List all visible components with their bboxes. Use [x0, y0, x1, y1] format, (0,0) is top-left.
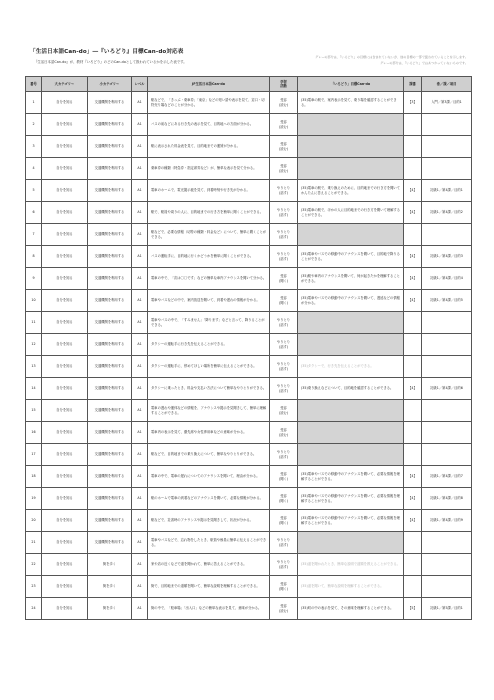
- row-category: 自分を知る: [42, 444, 88, 466]
- row-level: A1: [132, 466, 148, 488]
- row-level: A1: [132, 510, 148, 532]
- row-number: 7: [26, 224, 42, 246]
- row-reference: 入門／第3課／目的1: [422, 92, 472, 114]
- row-level: A1: [132, 312, 148, 334]
- row-number: 8: [26, 246, 42, 268]
- row-level: A1: [132, 114, 148, 136]
- row-subcategory: 交通機関を利用する: [88, 202, 132, 224]
- row-reference: [422, 334, 472, 356]
- row-activity: 受容 (読む): [270, 598, 298, 620]
- row-irodori-cando: (35)電車やバスでの移動中のアナウンスを聞いて、必要な情報を理解することができる。: [298, 466, 404, 488]
- row-jf-cando: 電車のホームで、電光掲示板を見て、到着時刻や行き先が分かる。: [148, 180, 270, 202]
- row-lesson: 【4】: [404, 378, 422, 400]
- row-subcategory: 交通機関を利用する: [88, 422, 132, 444]
- row-level: A1: [132, 554, 148, 576]
- row-category: 自分を知る: [42, 356, 88, 378]
- row-number: 21: [26, 532, 42, 554]
- row-reference: [422, 356, 472, 378]
- row-subcategory: 交通機関を利用する: [88, 136, 132, 158]
- row-activity: 受容 (読む): [270, 136, 298, 158]
- row-activity: やりとり (話す): [270, 532, 298, 554]
- row-category: 自分を知る: [42, 202, 88, 224]
- row-reference: [422, 576, 472, 598]
- row-activity: 受容 (読む): [270, 400, 298, 422]
- row-subcategory: 街を歩く: [88, 598, 132, 620]
- row-reference: [422, 312, 472, 334]
- row-irodori-cando: [298, 444, 404, 466]
- row-reference: [422, 444, 472, 466]
- table-row: [26, 334, 472, 356]
- row-level: A1: [132, 444, 148, 466]
- row-activity: 受容 (読む): [270, 114, 298, 136]
- row-number: 1: [26, 92, 42, 114]
- row-reference: 初級1／第4課／目的6: [422, 378, 472, 400]
- row-level: A1: [132, 158, 148, 180]
- row-level: A1: [132, 488, 148, 510]
- row-reference: 初級1／第4課／目的1: [422, 180, 472, 202]
- row-reference: 初級1／第4課／目的7: [422, 466, 472, 488]
- row-irodori-cando: [298, 158, 404, 180]
- row-activity: 受容 (読む): [270, 92, 298, 114]
- row-irodori-cando: [298, 224, 404, 246]
- row-irodori-cando: [298, 422, 404, 444]
- row-level: A1: [132, 268, 148, 290]
- row-jf-cando: 乗車券の種類（特急券・指定席券など）が、簡単な表示を見て分かる。: [148, 158, 270, 180]
- row-level: A1: [132, 92, 148, 114]
- cando-table: [25, 76, 472, 620]
- row-irodori-cando: (35)電車の駅で、ほかの人に目的地までの行き方を聞いて理解することができる。: [298, 202, 404, 224]
- row-subcategory: 交通機関を利用する: [88, 180, 132, 202]
- row-category: 自分を知る: [42, 466, 88, 488]
- row-number: 23: [26, 576, 42, 598]
- table-row: [26, 488, 472, 510]
- row-number: 13: [26, 356, 42, 378]
- table-row: [26, 92, 472, 114]
- row-level: A1: [132, 290, 148, 312]
- header-level: レベル: [132, 77, 148, 92]
- row-number: 4: [26, 158, 42, 180]
- table-row: [26, 136, 472, 158]
- row-subcategory: 交通機関を利用する: [88, 378, 132, 400]
- row-lesson: [404, 356, 422, 378]
- row-category: 自分を知る: [42, 554, 88, 576]
- row-category: 自分を知る: [42, 576, 88, 598]
- row-subcategory: 街を歩く: [88, 576, 132, 598]
- row-jf-cando: タクシーの運転手に行き先を伝えることができる。: [148, 334, 270, 356]
- row-irodori-cando: [298, 136, 404, 158]
- row-lesson: 【4】: [404, 268, 422, 290]
- legend-note-line: グレーの部分は、『いろどり』の目標には含まれていないが、他の目標の一部で扱われていることを示します。: [315, 55, 468, 59]
- row-activity: 受容 (聞く): [270, 510, 298, 532]
- row-subcategory: 交通機関を利用する: [88, 356, 132, 378]
- row-activity: やりとり (話す): [270, 378, 298, 400]
- row-jf-cando: バスの運転手に、目的地に行くかどうかを簡単に聞くことができる。: [148, 246, 270, 268]
- table-row: [26, 312, 472, 334]
- table-row: [26, 400, 472, 422]
- row-activity: やりとり (話す): [270, 224, 298, 246]
- document-title: 「生活日本語Can-do」―『いろどり』目標Can-do対応表: [30, 49, 184, 55]
- row-level: A1: [132, 576, 148, 598]
- row-jf-cando: 街の中で、「駐車場」「出入口」などの簡単な表示を見て、意味が分かる。: [148, 598, 270, 620]
- row-activity: 受容 (聞く): [270, 466, 298, 488]
- row-activity: 受容 (聞く): [270, 576, 298, 598]
- row-category: 自分を知る: [42, 400, 88, 422]
- row-number: 22: [26, 554, 42, 576]
- row-irodori-cando: (35)道を聞かれたとき、簡単な説明で道順を教えることができる。: [298, 554, 404, 576]
- row-activity: やりとり (話す): [270, 180, 298, 202]
- row-lesson: [404, 334, 422, 356]
- row-activity: やりとり (話す): [270, 444, 298, 466]
- header-jf-cando: JF生活日本語Can-do: [148, 77, 270, 92]
- row-level: A1: [132, 378, 148, 400]
- row-activity: 受容 (聞く): [270, 268, 298, 290]
- row-jf-cando: タクシーの運転手に、停めてほしい場所を簡単に伝えることができる。: [148, 356, 270, 378]
- row-number: 2: [26, 114, 42, 136]
- row-subcategory: 交通機関を利用する: [88, 444, 132, 466]
- header-reference: 巻／課／項目: [422, 77, 472, 92]
- row-lesson: 【4】: [404, 202, 422, 224]
- row-lesson: [404, 136, 422, 158]
- row-lesson: 【4】: [404, 180, 422, 202]
- table-row: [26, 290, 472, 312]
- row-category: 自分を知る: [42, 378, 88, 400]
- table-row: [26, 114, 472, 136]
- row-jf-cando: 駅などで、目的地までの乗り換えについて、簡単なやりとりができる。: [148, 444, 270, 466]
- row-number: 9: [26, 268, 42, 290]
- row-reference: 初級1／第4課／目的2: [422, 202, 472, 224]
- row-irodori-cando: (35)電車の駅で、乗り換えのために、目的地までの行き方を聞いてかんたんに答えることができる。: [298, 180, 404, 202]
- row-number: 16: [26, 422, 42, 444]
- row-irodori-cando: (35)駅や車内のアナウンスを聞いて、何が起きたかを理解することができる。: [298, 268, 404, 290]
- row-category: 自分を知る: [42, 158, 88, 180]
- row-jf-cando: タクシーに乗ったとき、料金や支払い方法について簡単なやりとりができる。: [148, 378, 270, 400]
- row-irodori-cando: (35)電車やバスでの移動中のアナウンスを聞いて、必要な情報を理解することができる。: [298, 510, 404, 532]
- row-reference: [422, 532, 472, 554]
- row-lesson: 【4】: [404, 290, 422, 312]
- row-activity: やりとり (話す): [270, 356, 298, 378]
- row-level: A1: [132, 532, 148, 554]
- row-jf-cando: 駅に表示された料金表を見て、目的地までの運賃が分かる。: [148, 136, 270, 158]
- row-level: A1: [132, 246, 148, 268]
- row-level: A1: [132, 136, 148, 158]
- row-category: 自分を知る: [42, 312, 88, 334]
- row-jf-cando: 駅で、駅員や周りの人に、目的地までの行き方を簡単に聞くことができる。: [148, 202, 270, 224]
- row-category: 自分を知る: [42, 268, 88, 290]
- row-category: 自分を知る: [42, 510, 88, 532]
- row-subcategory: 交通機関を利用する: [88, 400, 132, 422]
- row-jf-cando: 街で、目的地までの道順を聞いて、簡単な説明を理解することができる。: [148, 576, 270, 598]
- row-number: 15: [26, 400, 42, 422]
- row-jf-cando: 駅のホームで電車の到着などのアナウンスを聞いて、必要な情報が分かる。: [148, 488, 270, 510]
- row-level: A1: [132, 356, 148, 378]
- row-level: A1: [132, 202, 148, 224]
- row-subcategory: 交通機関を利用する: [88, 312, 132, 334]
- row-category: 自分を知る: [42, 114, 88, 136]
- row-reference: 初級1／第4課／目的3: [422, 246, 472, 268]
- row-category: 自分を知る: [42, 532, 88, 554]
- row-jf-cando: 電車の中で、「次は〇〇です」などの簡単な車内アナウンスを聞いて分かる。: [148, 268, 270, 290]
- row-category: 自分を知る: [42, 488, 88, 510]
- row-jf-cando: 電車やバスなどの中で、案内放送を聞いて、到着や遅れの情報が分かる。: [148, 290, 270, 312]
- row-category: 自分を知る: [42, 92, 88, 114]
- header-number: 番号: [26, 77, 42, 92]
- row-level: A1: [132, 422, 148, 444]
- row-lesson: 【4】: [404, 488, 422, 510]
- row-subcategory: 街を歩く: [88, 554, 132, 576]
- row-lesson: [404, 312, 422, 334]
- table-row: [26, 532, 472, 554]
- row-category: 自分を知る: [42, 224, 88, 246]
- row-activity: 受容 (読む): [270, 158, 298, 180]
- row-level: A1: [132, 180, 148, 202]
- row-irodori-cando: (35)電車やバスでの移動中のアナウンスを聞いて、遅延などの情報が分かる。: [298, 290, 404, 312]
- row-subcategory: 交通機関を利用する: [88, 466, 132, 488]
- row-irodori-cando: (35)電車やバスでの移動中のアナウンスを聞いて、必要な情報を理解することができる。: [298, 488, 404, 510]
- row-subcategory: 交通機関を利用する: [88, 114, 132, 136]
- row-irodori-cando: (35)電車の駅で、案内表示を見て、乗り場を確認することができる。: [298, 92, 404, 114]
- row-activity: 受容 (聞く): [270, 290, 298, 312]
- row-lesson: [404, 224, 422, 246]
- row-reference: [422, 400, 472, 422]
- row-irodori-cando: [298, 532, 404, 554]
- row-number: 20: [26, 510, 42, 532]
- row-reference: [422, 554, 472, 576]
- table-row: [26, 554, 472, 576]
- table-row: [26, 510, 472, 532]
- row-level: A1: [132, 598, 148, 620]
- header-subcategory: 小カテゴリー: [88, 77, 132, 92]
- row-lesson: [404, 114, 422, 136]
- document-intro: 『生活日本語Can-do』が、教材『いろどり』のどのCan-doとして扱われているかを示した表です。: [34, 60, 187, 64]
- row-subcategory: 交通機関を利用する: [88, 246, 132, 268]
- row-reference: [422, 224, 472, 246]
- row-irodori-cando: [298, 400, 404, 422]
- row-level: A1: [132, 400, 148, 422]
- row-activity: やりとり (話す): [270, 202, 298, 224]
- row-lesson: 【4】: [404, 246, 422, 268]
- row-lesson: [404, 444, 422, 466]
- header-lesson: 課番: [404, 77, 422, 92]
- row-reference: 初級1／第4課／目的4: [422, 268, 472, 290]
- row-number: 10: [26, 290, 42, 312]
- header-activity: 学習 活動: [270, 77, 298, 92]
- row-activity: やりとり (話す): [270, 334, 298, 356]
- row-level: A1: [132, 334, 148, 356]
- row-subcategory: 交通機関を利用する: [88, 92, 132, 114]
- row-lesson: [404, 576, 422, 598]
- row-jf-cando: バスの前などにある行き先の表示を見て、目的地への方面が分かる。: [148, 114, 270, 136]
- table-row: [26, 422, 472, 444]
- row-category: 自分を知る: [42, 180, 88, 202]
- legend-note-line: グレーの部分は、『いろどり』ではあつかっていないものです。: [380, 60, 468, 65]
- row-irodori-cando: (35)タクシーで、行き先を伝えることができる。: [298, 356, 404, 378]
- row-lesson: [404, 400, 422, 422]
- row-jf-cando: 家や店の近くなどで道を聞かれて、簡単に答えることができる。: [148, 554, 270, 576]
- row-activity: 受容 (読む): [270, 422, 298, 444]
- table-row: [26, 356, 472, 378]
- row-number: 5: [26, 180, 42, 202]
- row-jf-cando: 電車内の表示を見て、優先席や女性専用車などの意味が分かる。: [148, 422, 270, 444]
- row-lesson: 【3】: [404, 92, 422, 114]
- row-subcategory: 交通機関を利用する: [88, 224, 132, 246]
- table-row: [26, 466, 472, 488]
- row-subcategory: 交通機関を利用する: [88, 334, 132, 356]
- row-reference: 初級1／第5課／目的1: [422, 598, 472, 620]
- row-number: 11: [26, 312, 42, 334]
- row-reference: 初級1／第4課／目的9: [422, 510, 472, 532]
- header-irodori-cando: 「いろどり」目標Can-do: [298, 77, 404, 92]
- table-header-row: [26, 77, 472, 92]
- row-reference: [422, 136, 472, 158]
- row-activity: やりとり (話す): [270, 246, 298, 268]
- row-activity: やりとり (話す): [270, 312, 298, 334]
- row-activity: 受容 (聞く): [270, 488, 298, 510]
- row-irodori-cando: (35)道を聞いて、簡単な説明を理解することができる。: [298, 576, 404, 598]
- row-jf-cando: 電車やバスの中で、「すみません」「降ります」などと言って、降りることができる。: [148, 312, 270, 334]
- table-row: [26, 202, 472, 224]
- row-subcategory: 交通機関を利用する: [88, 532, 132, 554]
- row-reference: [422, 158, 472, 180]
- table-row: [26, 576, 472, 598]
- row-number: 12: [26, 334, 42, 356]
- row-irodori-cando: (35)乗り換えなどについて、目的地を確認することができる。: [298, 378, 404, 400]
- row-category: 自分を知る: [42, 598, 88, 620]
- row-lesson: 【5】: [404, 598, 422, 620]
- row-level: A1: [132, 224, 148, 246]
- table-row: [26, 444, 472, 466]
- table-row: [26, 268, 472, 290]
- table-row: [26, 378, 472, 400]
- row-category: 自分を知る: [42, 334, 88, 356]
- table-row: [26, 158, 472, 180]
- row-lesson: [404, 532, 422, 554]
- row-reference: 初級1／第4課／目的5: [422, 290, 472, 312]
- row-activity: やりとり (話す): [270, 554, 298, 576]
- header-category: 大カテゴリー: [42, 77, 88, 92]
- row-subcategory: 交通機関を利用する: [88, 488, 132, 510]
- legend-note: [315, 55, 468, 67]
- row-subcategory: 交通機関を利用する: [88, 290, 132, 312]
- row-irodori-cando: [298, 334, 404, 356]
- row-reference: [422, 422, 472, 444]
- row-jf-cando: 電車の遅れや運休などの情報を、アナウンスや掲示を見聞きして、簡単に理解することができる。: [148, 400, 270, 422]
- row-number: 17: [26, 444, 42, 466]
- row-reference: [422, 114, 472, 136]
- row-jf-cando: 駅などで、「きっぷ・乗車券」「東京」などの短い語や表示を見て、窓口・切符売り場などのことが分かる。: [148, 92, 270, 114]
- row-category: 自分を知る: [42, 136, 88, 158]
- row-category: 自分を知る: [42, 246, 88, 268]
- row-number: 14: [26, 378, 42, 400]
- row-jf-cando: 駅などで、災害時のアナウンスや掲示を見聞きして、状況が分かる。: [148, 510, 270, 532]
- row-category: 自分を知る: [42, 290, 88, 312]
- row-lesson: [404, 422, 422, 444]
- table-row: [26, 598, 472, 620]
- row-irodori-cando: (35)町の中の表示を見て、その意味を理解することができる。: [298, 598, 404, 620]
- row-category: 自分を知る: [42, 422, 88, 444]
- row-number: 18: [26, 466, 42, 488]
- row-lesson: [404, 554, 422, 576]
- row-number: 24: [26, 598, 42, 620]
- row-reference: 初級1／第4課／目的8: [422, 488, 472, 510]
- table-row: [26, 180, 472, 202]
- row-lesson: [404, 158, 422, 180]
- row-jf-cando: 駅などで、必要な情報（切符の種類・料金など）について、簡単に聞くことができる。: [148, 224, 270, 246]
- table-row: [26, 224, 472, 246]
- row-number: 19: [26, 488, 42, 510]
- table-row: [26, 246, 472, 268]
- row-irodori-cando: (35)電車やバスでの移動中のアナウンスを聞いて、目的地で降りることができる。: [298, 246, 404, 268]
- row-jf-cando: 電車やバスなどで、忘れ物をしたとき、駅員や係員に簡単に伝えることができる。: [148, 532, 270, 554]
- row-subcategory: 交通機関を利用する: [88, 268, 132, 290]
- row-irodori-cando: [298, 114, 404, 136]
- row-number: 6: [26, 202, 42, 224]
- row-subcategory: 交通機関を利用する: [88, 510, 132, 532]
- row-lesson: 【4】: [404, 466, 422, 488]
- row-number: 3: [26, 136, 42, 158]
- row-jf-cando: 電車の中で、電車の遅れについてのアナウンスを聞いて、理由が分かる。: [148, 466, 270, 488]
- row-irodori-cando: [298, 312, 404, 334]
- row-subcategory: 交通機関を利用する: [88, 158, 132, 180]
- row-lesson: 【4】: [404, 510, 422, 532]
